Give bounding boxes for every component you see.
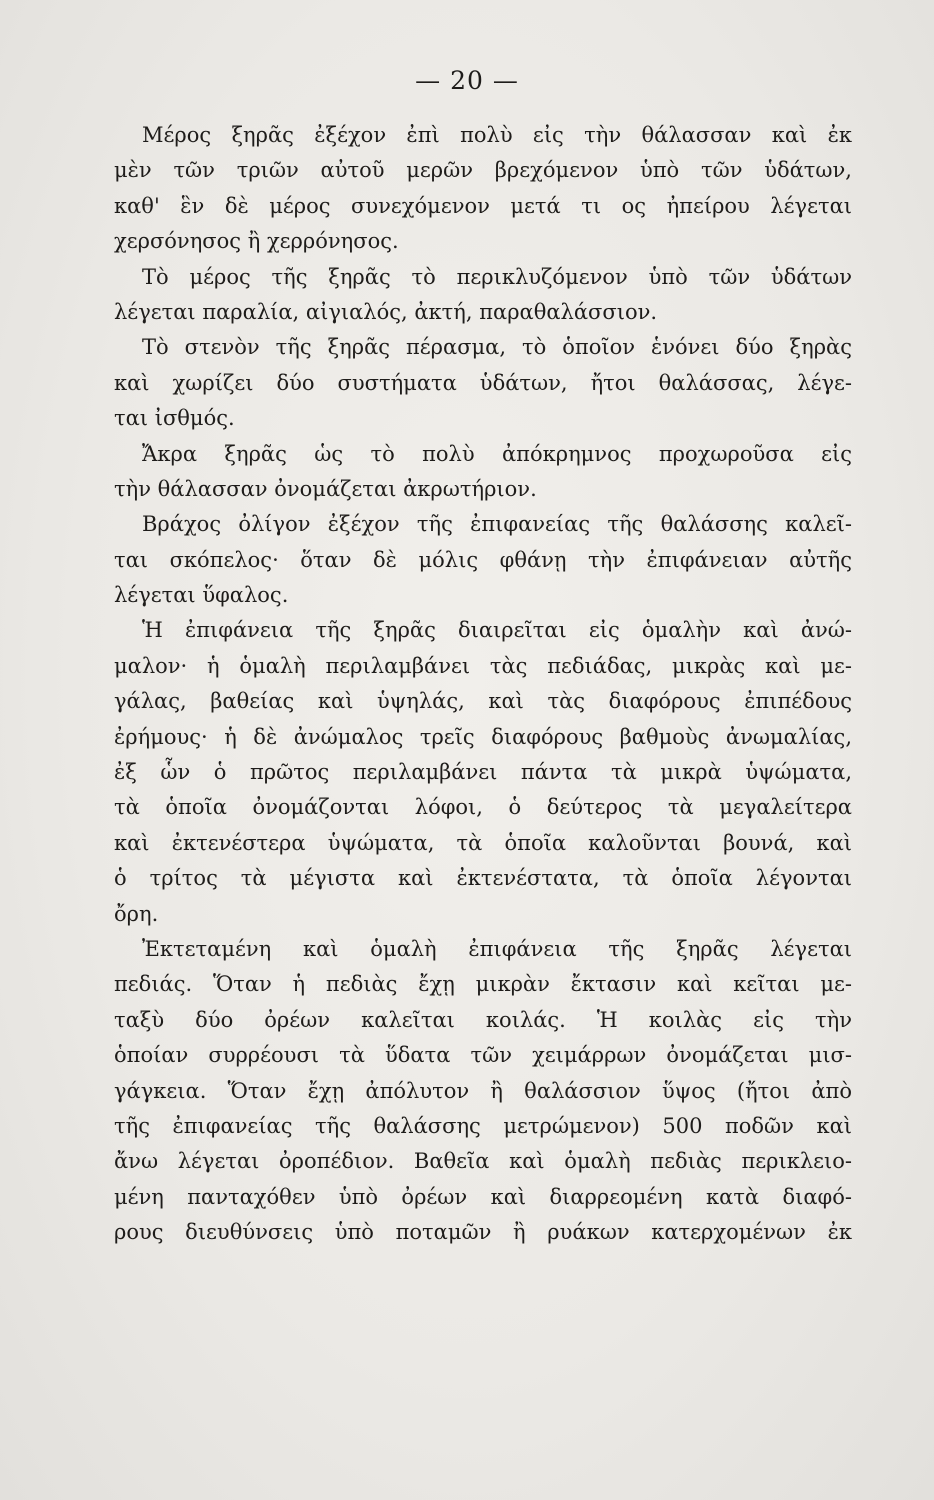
text-line: καὶ χωρίζει δύο συστήματα ὑδάτων, ἤτοι θαλάσσας, λέγε- <box>114 370 852 395</box>
text-line: μὲν τῶν τριῶν αὐτοῦ μερῶν βρεχόμενον ὑπὸ τῶν ὑδάτων, <box>114 158 852 183</box>
text-line: Ἄκρα ξηρᾶς ὡς τὸ πολὺ ἀπόκρημνος προχωροῦσα εἰς <box>142 441 852 466</box>
text-line: γάλας, βαθείας καὶ ὑψηλάς, καὶ τὰς διαφόρους ἐπιπέδους <box>114 689 852 714</box>
text-line: ὁποίαν συρρέουσι τὰ ὕδατα τῶν χειμάρρων ὀνομάζεται μισ- <box>114 1043 852 1068</box>
page-number: — 20 — <box>415 66 519 95</box>
text-line: χερσόνησος ἢ χερρόνησος. <box>114 229 399 254</box>
text-line: ἄνω λέγεται ὀροπέδιον. Βαθεῖα καὶ ὁμαλὴ πεδιὰς περικλειο- <box>114 1149 852 1174</box>
text-line: λέγεται ὕφαλος. <box>114 583 289 608</box>
text-line: Τὸ στενὸν τῆς ξηρᾶς πέρασμα, τὸ ὁποῖον ἑνόνει δύο ξηρὰς <box>142 335 852 360</box>
text-line: καὶ ἐκτενέστερα ὑψώματα, τὰ ὁποῖα καλοῦνται βουνά, καὶ <box>114 830 852 855</box>
body-text <box>114 118 852 1251</box>
text-line: ται σκόπελος· ὅταν δὲ μόλις φθάνῃ τὴν ἐπιφάνειαν αὐτῆς <box>114 547 852 572</box>
text-line: Ἡ ἐπιφάνεια τῆς ξηρᾶς διαιρεῖται εἰς ὁμαλὴν καὶ ἀνώ- <box>142 618 852 643</box>
text-line: ρους διευθύνσεις ὑπὸ ποταμῶν ἢ ρυάκων κατερχομένων ἐκ <box>114 1220 852 1245</box>
text-line: καθ' ἓν δὲ μέρος συνεχόμενον μετά τι ος ἠπείρου λέγεται <box>114 193 852 218</box>
text-line: ἐξ ὧν ὁ πρῶτος περιλαμβάνει πάντα τὰ μικρὰ ὑψώματα, <box>114 760 852 785</box>
text-line: τῆς ἐπιφανείας τῆς θαλάσσης μετρώμενον) 500 ποδῶν καὶ <box>114 1113 852 1138</box>
text-line: Βράχος ὀλίγον ἐξέχον τῆς ἐπιφανείας τῆς θαλάσσης καλεῖ- <box>142 512 852 537</box>
text-line: ὄρη. <box>114 901 159 926</box>
text-line: ὁ τρίτος τὰ μέγιστα καὶ ἐκτενέστατα, τὰ ὁποῖα λέγονται <box>114 866 852 891</box>
text-line: Ἐκτεταμένη καὶ ὁμαλὴ ἐπιφάνεια τῆς ξηρᾶς λέγεται <box>142 936 852 961</box>
text-line: Τὸ μέρος τῆς ξηρᾶς τὸ περικλυζόμενον ὑπὸ τῶν ὑδάτων <box>142 264 852 289</box>
text-line: ταξὺ δύο ὀρέων καλεῖται κοιλάς. Ἡ κοιλὰς εἰς τὴν <box>114 1007 852 1032</box>
text-line: τὴν θάλασσαν ὀνομάζεται ἀκρωτήριον. <box>114 476 537 501</box>
text-line: λέγεται παραλία, αἰγιαλός, ἀκτή, παραθαλάσσιον. <box>114 299 658 324</box>
text-line: ἐρήμους· ἡ δὲ ἀνώμαλος τρεῖς διαφόρους βαθμοὺς ἀνωμαλίας, <box>114 724 852 749</box>
text-line: μαλον· ἡ ὁμαλὴ περιλαμβάνει τὰς πεδιάδας, μικρὰς καὶ με- <box>114 653 852 678</box>
text-line: γάγκεια. Ὅταν ἔχῃ ἀπόλυτον ἢ θαλάσσιον ὕψος (ἤτοι ἀπὸ <box>114 1078 852 1103</box>
text-line: τὰ ὁποῖα ὀνομάζονται λόφοι, ὁ δεύτερος τὰ μεγαλείτερα <box>114 795 852 820</box>
text-line: ται ἰσθμός. <box>114 406 235 431</box>
text-line: μένη πανταχόθεν ὑπὸ ὀρέων καὶ διαρρεομένη κατὰ διαφό- <box>114 1184 852 1209</box>
text-line: πεδιάς. Ὅταν ἡ πεδιὰς ἔχῃ μικρὰν ἔκτασιν καὶ κεῖται με- <box>114 972 852 997</box>
text-line: Μέρος ξηρᾶς ἐξέχον ἐπὶ πολὺ εἰς τὴν θάλασσαν καὶ ἐκ <box>142 123 852 147</box>
